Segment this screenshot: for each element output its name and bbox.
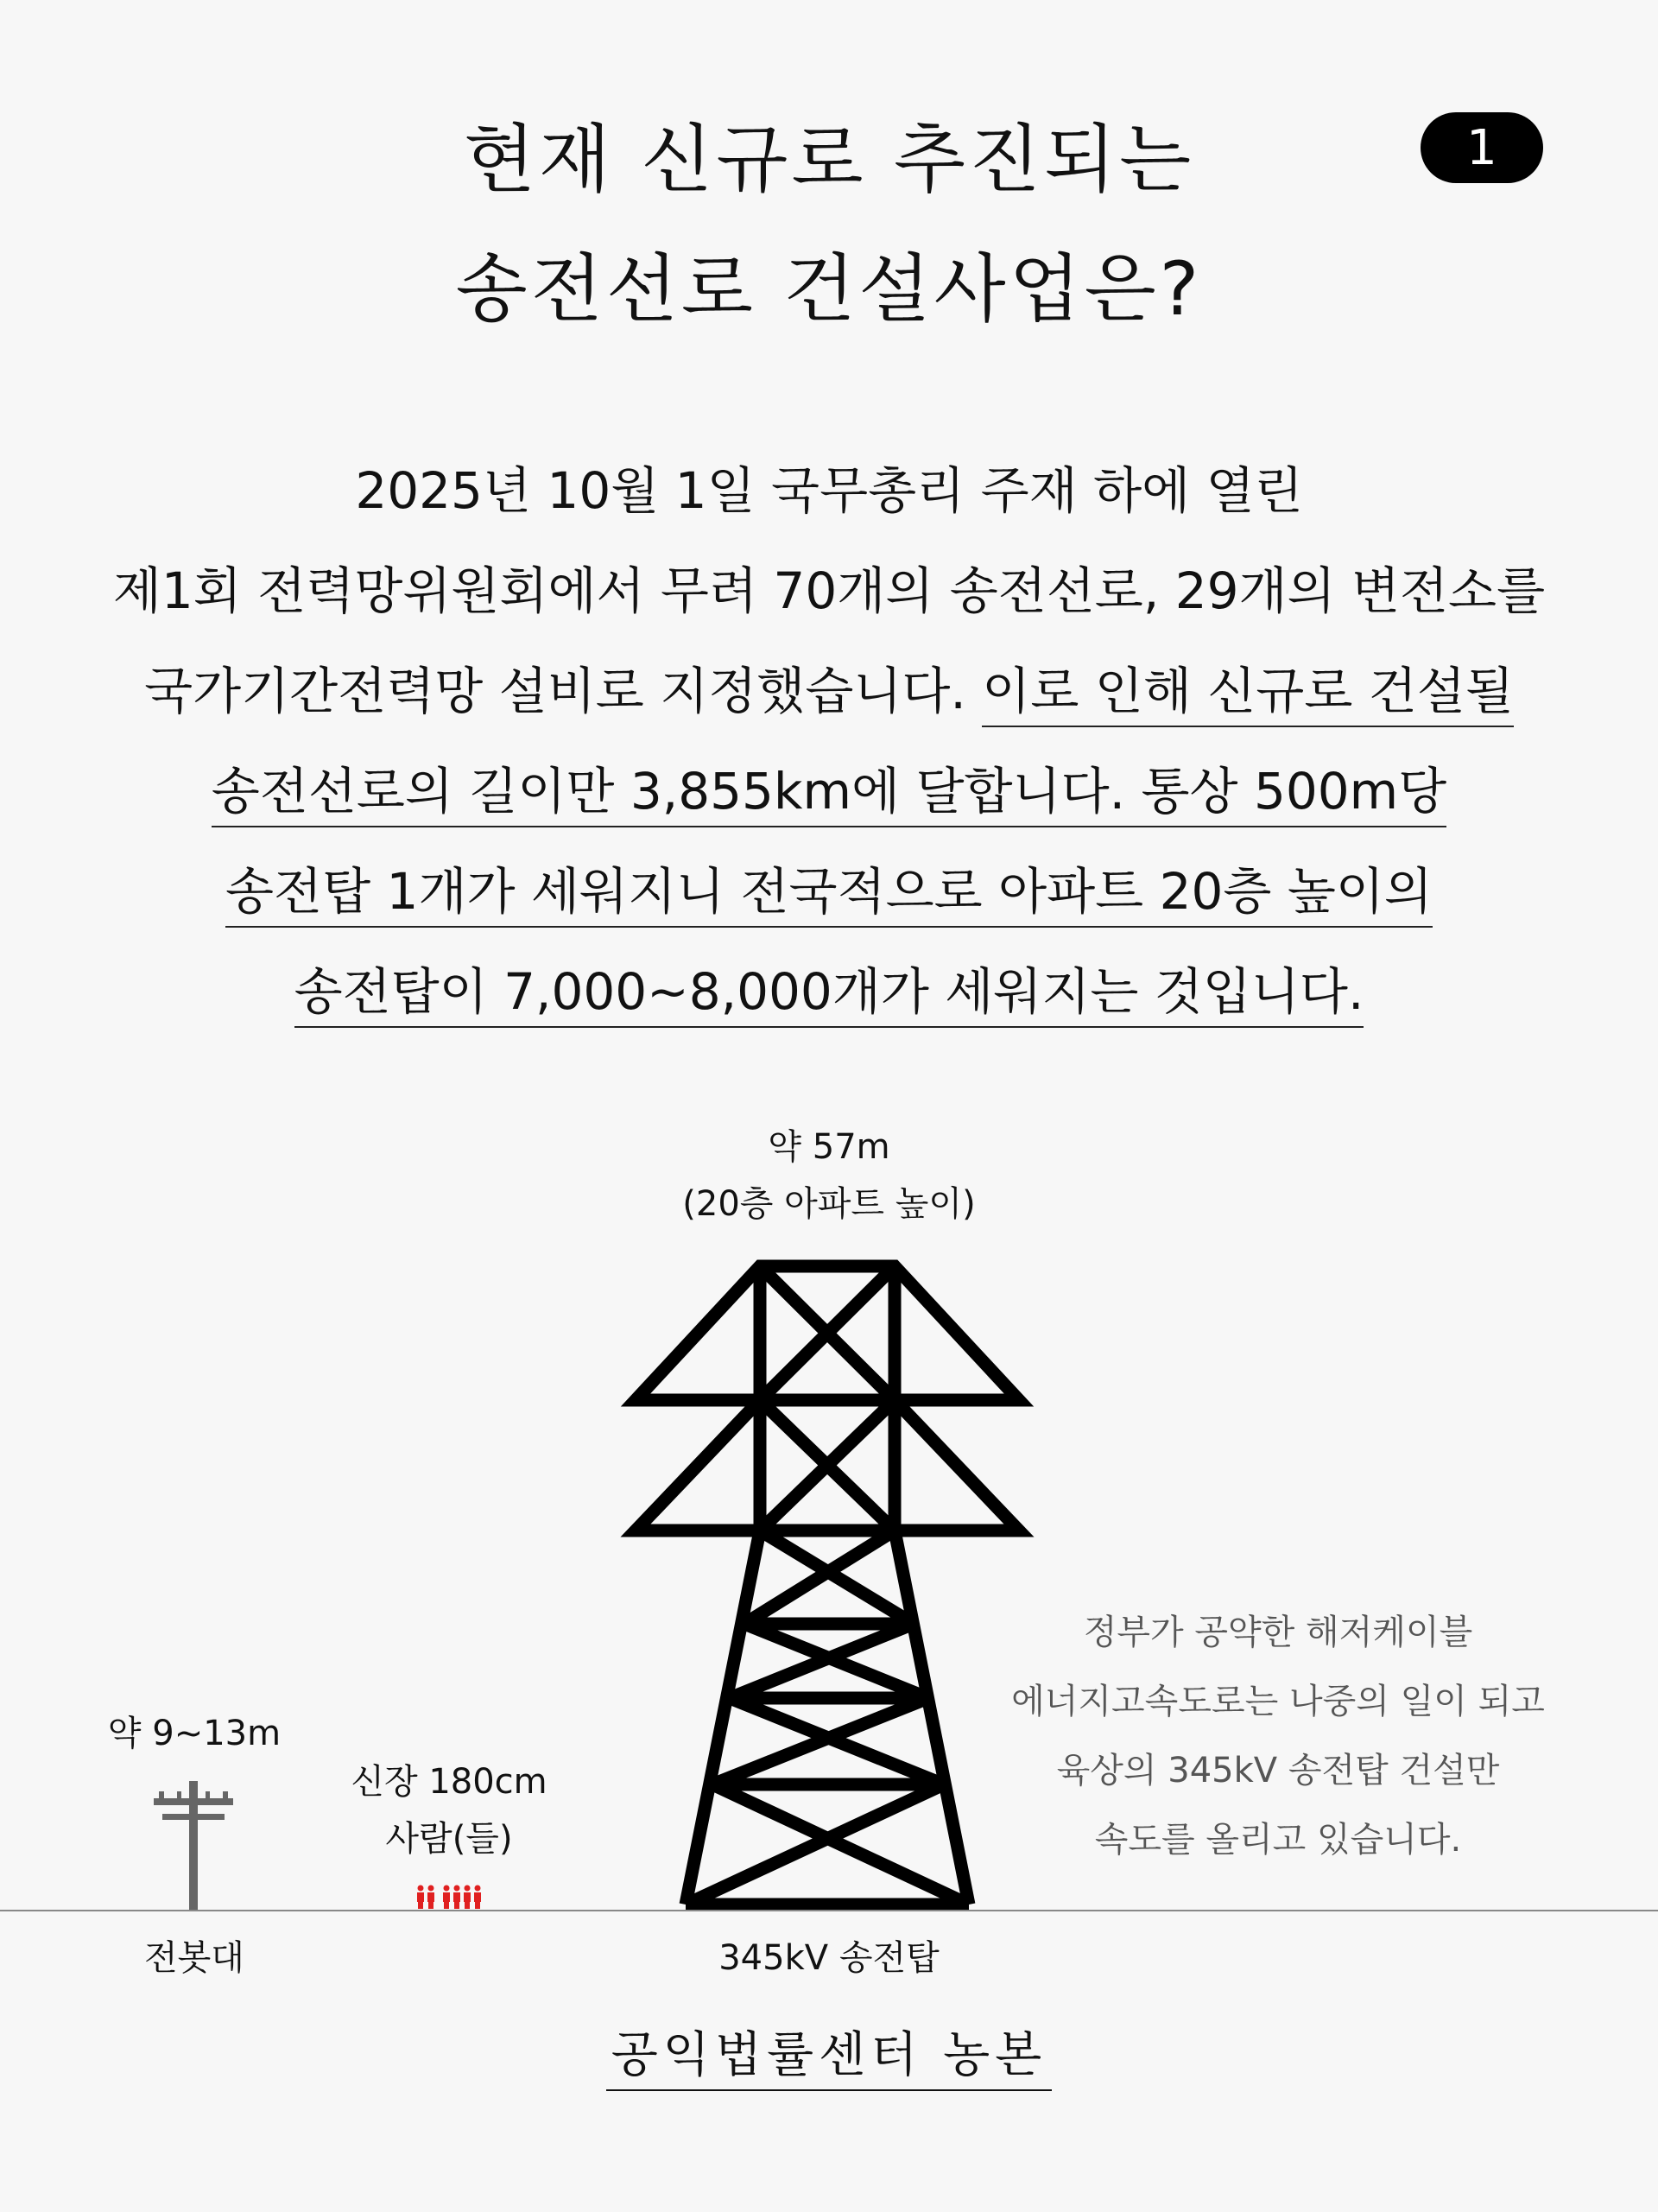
- page-number-badge: 1: [1421, 112, 1543, 183]
- transmission-tower-icon: [636, 1266, 1019, 1905]
- pole-name-label: 전봇대: [144, 1938, 244, 1978]
- note-line-2: 에너지고속도로는 나중의 일이 되고: [1011, 1682, 1545, 1721]
- body-line-3-plain: 국가기간전력망 설비로 지정했습니다.: [144, 662, 983, 720]
- person-figure: [443, 1886, 450, 1910]
- organization-logo: [0, 2017, 1658, 2091]
- logo-text: 공익법률센터 농본: [606, 2017, 1053, 2091]
- body-line-6-underlined: 송전탑이 7,000~8,000개가 세워지는 것입니다.: [294, 962, 1364, 1028]
- note-line-4: 속도를 올리고 있습니다.: [1094, 1820, 1462, 1860]
- person-figure: [417, 1886, 424, 1910]
- tower-height-value: 약 57m: [768, 1127, 890, 1167]
- person-figure: [453, 1886, 460, 1910]
- person-label: [337, 1753, 561, 1867]
- note-line-3: 육상의 345kV 송전탑 건설만: [1056, 1751, 1500, 1791]
- pole-height-label: 약 9~13m: [107, 1714, 282, 1753]
- body-line-2: 제1회 전력망위원회에서 무려 70개의 송전선로, 29개의 변전소를: [112, 561, 1546, 620]
- person-figure: [427, 1886, 434, 1910]
- people-icon: [417, 1886, 481, 1910]
- person-name: 사람(들): [385, 1819, 513, 1859]
- body-line-4-underlined: 송전선로의 길이만 3,855km에 달합니다. 통상 500m당: [212, 762, 1446, 827]
- person-figure: [474, 1886, 481, 1910]
- side-note: [984, 1598, 1572, 1874]
- title-line-2: 송전선로 건설사업은?: [455, 246, 1203, 333]
- body-line-5-underlined: 송전탑 1개가 세워지니 전국적으로 아파트 20층 높이의: [225, 862, 1433, 928]
- tower-name-label: 345kV 송전탑: [718, 1938, 940, 1978]
- tower-height-note: (20층 아파트 높이): [682, 1184, 976, 1224]
- title-line-1: 현재 신규로 추진되는: [463, 117, 1195, 203]
- body-line-1: 2025년 10월 1일 국무총리 주재 하에 열린: [355, 461, 1303, 520]
- note-line-1: 정부가 공약한 해저케이블: [1083, 1613, 1473, 1652]
- person-height: 신장 180cm: [351, 1762, 547, 1802]
- person-figure: [464, 1886, 471, 1910]
- body-line-3-underlined: 이로 인해 신규로 건설될: [982, 662, 1514, 727]
- utility-pole-icon: [154, 1781, 233, 1911]
